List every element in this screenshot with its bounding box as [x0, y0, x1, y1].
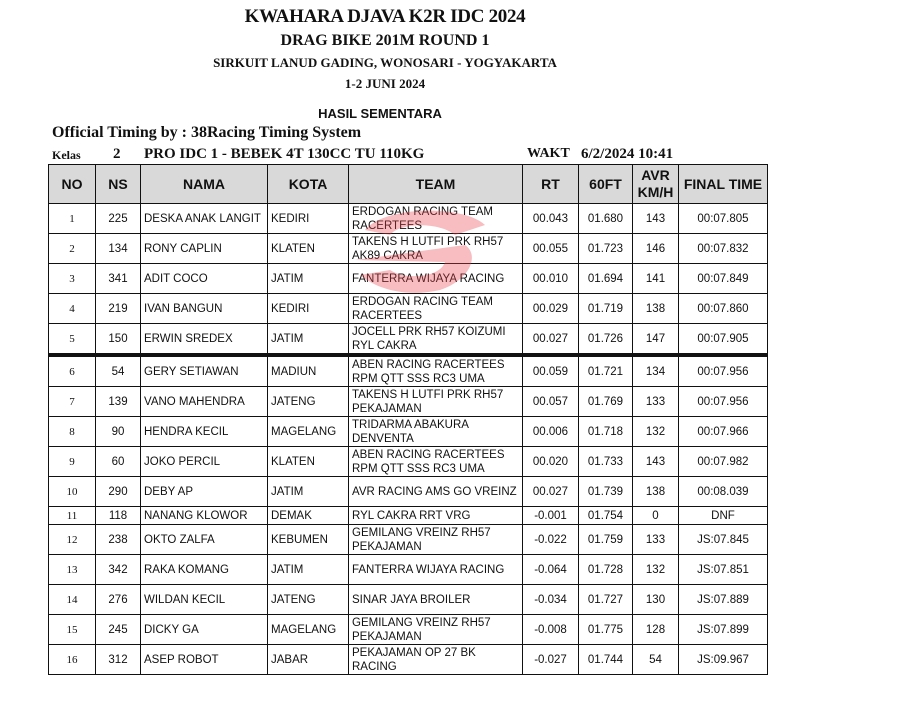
column-header-60ft: 60FT — [579, 165, 633, 204]
cell-avr: 146 — [633, 234, 679, 264]
table-row — [49, 507, 768, 525]
cell-final-time: 00:07.849 — [679, 264, 768, 294]
cell-nama: OKTO ZALFA — [141, 525, 268, 555]
table-row — [49, 204, 768, 234]
cell-60ft: 01.728 — [579, 555, 633, 585]
cell-final-time: 00:07.982 — [679, 447, 768, 477]
cell-rt: 00.043 — [523, 204, 579, 234]
cell-kota: KEDIRI — [268, 294, 349, 324]
cell-kota: JATENG — [268, 585, 349, 615]
cell-ns: 238 — [96, 525, 141, 555]
cell-final-time: 00:07.956 — [679, 387, 768, 417]
cell-nama: RAKA KOMANG — [141, 555, 268, 585]
column-header-ns: NS — [96, 165, 141, 204]
cell-final-time: JS:09.967 — [679, 645, 768, 675]
cell-60ft: 01.694 — [579, 264, 633, 294]
table-row — [49, 355, 768, 387]
cell-team: SINAR JAYA BROILER — [349, 585, 523, 615]
cell-nama: GERY SETIAWAN — [141, 355, 268, 387]
cell-60ft: 01.744 — [579, 645, 633, 675]
cell-60ft: 01.680 — [579, 204, 633, 234]
cell-avr: 143 — [633, 204, 679, 234]
cell-kota: JATIM — [268, 555, 349, 585]
cell-final-time: 00:08.039 — [679, 477, 768, 507]
cell-rt: 00.059 — [523, 355, 579, 387]
cell-ns: 342 — [96, 555, 141, 585]
cell-no: 16 — [49, 645, 96, 675]
cell-rt: 00.055 — [523, 234, 579, 264]
cell-no: 15 — [49, 615, 96, 645]
cell-60ft: 01.721 — [579, 355, 633, 387]
cell-kota: JABAR — [268, 645, 349, 675]
cell-no: 5 — [49, 324, 96, 356]
cell-final-time: JS:07.851 — [679, 555, 768, 585]
cell-kota: KEBUMEN — [268, 525, 349, 555]
cell-60ft: 01.733 — [579, 447, 633, 477]
cell-ns: 90 — [96, 417, 141, 447]
cell-rt: 00.057 — [523, 387, 579, 417]
cell-team: PEKAJAMAN OP 27 BK RACING — [349, 645, 523, 675]
column-header-kota: KOTA — [268, 165, 349, 204]
cell-60ft: 01.775 — [579, 615, 633, 645]
cell-team: ABEN RACING RACERTEES RPM QTT SSS RC3 UMA — [349, 447, 523, 477]
cell-team: ABEN RACING RACERTEES RPM QTT SSS RC3 UMA — [349, 355, 523, 387]
cell-rt: 00.029 — [523, 294, 579, 324]
cell-rt: -0.008 — [523, 615, 579, 645]
column-header-avr: AVR KM/H — [633, 165, 679, 204]
table-row — [49, 585, 768, 615]
cell-60ft: 01.754 — [579, 507, 633, 525]
cell-nama: WILDAN KECIL — [141, 585, 268, 615]
cell-ns: 245 — [96, 615, 141, 645]
cell-team: ERDOGAN RACING TEAM RACERTEES — [349, 294, 523, 324]
cell-nama: ASEP ROBOT — [141, 645, 268, 675]
cell-60ft: 01.719 — [579, 294, 633, 324]
cell-avr: 133 — [633, 525, 679, 555]
cell-rt: -0.034 — [523, 585, 579, 615]
cell-nama: JOKO PERCIL — [141, 447, 268, 477]
cell-kota: JATENG — [268, 387, 349, 417]
cell-rt: 00.027 — [523, 324, 579, 356]
cell-nama: DICKY GA — [141, 615, 268, 645]
cell-no: 10 — [49, 477, 96, 507]
cell-team: FANTERRA WIJAYA RACING — [349, 264, 523, 294]
cell-team: RYL CAKRA RRT VRG — [349, 507, 523, 525]
cell-avr: 128 — [633, 615, 679, 645]
official-timing: Official Timing by : 38Racing Timing System — [52, 124, 362, 141]
cell-avr: 54 — [633, 645, 679, 675]
wakt-label: WAKT — [527, 146, 570, 161]
cell-team: TRIDARMA ABAKURA DENVENTA — [349, 417, 523, 447]
cell-ns: 276 — [96, 585, 141, 615]
cell-avr: 134 — [633, 355, 679, 387]
event-venue: SIRKUIT LANUD GADING, WONOSARI - YOGYAKARTA — [213, 55, 557, 70]
cell-no: 4 — [49, 294, 96, 324]
column-header-nama: NAMA — [141, 165, 268, 204]
cell-60ft: 01.759 — [579, 525, 633, 555]
cell-team: GEMILANG VREINZ RH57 PEKAJAMAN — [349, 525, 523, 555]
column-header-no: NO — [49, 165, 96, 204]
cell-avr: 132 — [633, 555, 679, 585]
cell-kota: JATIM — [268, 477, 349, 507]
cell-no: 6 — [49, 355, 96, 387]
column-header-final-time: FINAL TIME — [679, 165, 768, 204]
cell-kota: KLATEN — [268, 447, 349, 477]
cell-rt: 00.006 — [523, 417, 579, 447]
cell-final-time: 00:07.860 — [679, 294, 768, 324]
cell-ns: 290 — [96, 477, 141, 507]
cell-rt: -0.064 — [523, 555, 579, 585]
table-header-row — [49, 165, 768, 204]
cell-nama: IVAN BANGUN — [141, 294, 268, 324]
cell-no: 12 — [49, 525, 96, 555]
cell-team: ERDOGAN RACING TEAM RACERTEES — [349, 204, 523, 234]
cell-no: 2 — [49, 234, 96, 264]
cell-60ft: 01.726 — [579, 324, 633, 356]
cell-team: GEMILANG VREINZ RH57 PEKAJAMAN — [349, 615, 523, 645]
cell-60ft: 01.718 — [579, 417, 633, 447]
cell-ns: 60 — [96, 447, 141, 477]
cell-nama: VANO MAHENDRA — [141, 387, 268, 417]
cell-team: AVR RACING AMS GO VREINZ — [349, 477, 523, 507]
cell-kota: DEMAK — [268, 507, 349, 525]
cell-no: 13 — [49, 555, 96, 585]
cell-kota: MAGELANG — [268, 615, 349, 645]
cell-avr: 138 — [633, 477, 679, 507]
cell-60ft: 01.727 — [579, 585, 633, 615]
event-title: KWAHARA DJAVA K2R IDC 2024 — [244, 6, 526, 27]
cell-kota: MADIUN — [268, 355, 349, 387]
cell-avr: 143 — [633, 447, 679, 477]
cell-rt: 00.027 — [523, 477, 579, 507]
cell-60ft: 01.723 — [579, 234, 633, 264]
cell-team: TAKENS H LUTFI PRK RH57 PEKAJAMAN — [349, 387, 523, 417]
cell-avr: 133 — [633, 387, 679, 417]
cell-no: 9 — [49, 447, 96, 477]
cell-team: FANTERRA WIJAYA RACING — [349, 555, 523, 585]
cell-no: 14 — [49, 585, 96, 615]
cell-rt: -0.001 — [523, 507, 579, 525]
cell-nama: DESKA ANAK LANGIT — [141, 204, 268, 234]
cell-no: 7 — [49, 387, 96, 417]
cell-avr: 141 — [633, 264, 679, 294]
cell-final-time: 00:07.832 — [679, 234, 768, 264]
table-row — [49, 324, 768, 356]
cell-kota: MAGELANG — [268, 417, 349, 447]
column-header-team: TEAM — [349, 165, 523, 204]
cell-final-time: JS:07.845 — [679, 525, 768, 555]
cell-avr: 132 — [633, 417, 679, 447]
cell-nama: NANANG KLOWOR — [141, 507, 268, 525]
table-row — [49, 294, 768, 324]
cell-nama: RONY CAPLIN — [141, 234, 268, 264]
table-row — [49, 477, 768, 507]
cell-ns: 150 — [96, 324, 141, 356]
cell-kota: KEDIRI — [268, 204, 349, 234]
cell-final-time: DNF — [679, 507, 768, 525]
cell-ns: 225 — [96, 204, 141, 234]
results-table — [48, 164, 768, 675]
cell-avr: 138 — [633, 294, 679, 324]
cell-nama: ADIT COCO — [141, 264, 268, 294]
cell-avr: 0 — [633, 507, 679, 525]
cell-rt: -0.027 — [523, 645, 579, 675]
cell-ns: 139 — [96, 387, 141, 417]
cell-kota: KLATEN — [268, 234, 349, 264]
cell-60ft: 01.769 — [579, 387, 633, 417]
cell-kota: JATIM — [268, 264, 349, 294]
event-subtitle: DRAG BIKE 201M ROUND 1 — [280, 32, 490, 49]
table-row — [49, 615, 768, 645]
wakt-value: 6/2/2024 10:41 — [581, 146, 674, 162]
cell-ns: 54 — [96, 355, 141, 387]
cell-final-time: JS:07.899 — [679, 615, 768, 645]
cell-rt: 00.020 — [523, 447, 579, 477]
cell-final-time: 00:07.805 — [679, 204, 768, 234]
cell-nama: HENDRA KECIL — [141, 417, 268, 447]
table-row — [49, 387, 768, 417]
table-row — [49, 264, 768, 294]
event-date: 1-2 JUNI 2024 — [344, 76, 426, 91]
table-row — [49, 417, 768, 447]
cell-ns: 134 — [96, 234, 141, 264]
table-row — [49, 555, 768, 585]
cell-no: 3 — [49, 264, 96, 294]
cell-team: JOCELL PRK RH57 KOIZUMI RYL CAKRA — [349, 324, 523, 356]
cell-kota: JATIM — [268, 324, 349, 356]
cell-ns: 118 — [96, 507, 141, 525]
cell-final-time: JS:07.889 — [679, 585, 768, 615]
column-header-rt: RT — [523, 165, 579, 204]
results-body — [49, 204, 768, 675]
cell-ns: 219 — [96, 294, 141, 324]
cell-final-time: 00:07.966 — [679, 417, 768, 447]
table-row — [49, 525, 768, 555]
cell-ns: 341 — [96, 264, 141, 294]
cell-avr: 130 — [633, 585, 679, 615]
cell-nama: DEBY AP — [141, 477, 268, 507]
cell-rt: -0.022 — [523, 525, 579, 555]
cell-avr: 147 — [633, 324, 679, 356]
cell-final-time: 00:07.956 — [679, 355, 768, 387]
cell-final-time: 00:07.905 — [679, 324, 768, 356]
cell-rt: 00.010 — [523, 264, 579, 294]
cell-nama: ERWIN SREDEX — [141, 324, 268, 356]
kelas-name: PRO IDC 1 - BEBEK 4T 130CC TU 110KG — [144, 146, 425, 162]
table-row — [49, 645, 768, 675]
cell-60ft: 01.739 — [579, 477, 633, 507]
cell-no: 8 — [49, 417, 96, 447]
table-row — [49, 234, 768, 264]
result-status: HASIL SEMENTARA — [318, 106, 442, 121]
cell-ns: 312 — [96, 645, 141, 675]
kelas-number: 2 — [113, 146, 121, 162]
cell-no: 11 — [49, 507, 96, 525]
table-row — [49, 447, 768, 477]
kelas-label: Kelas — [52, 148, 81, 162]
cell-team: TAKENS H LUTFI PRK RH57 AK89 CAKRA — [349, 234, 523, 264]
cell-no: 1 — [49, 204, 96, 234]
